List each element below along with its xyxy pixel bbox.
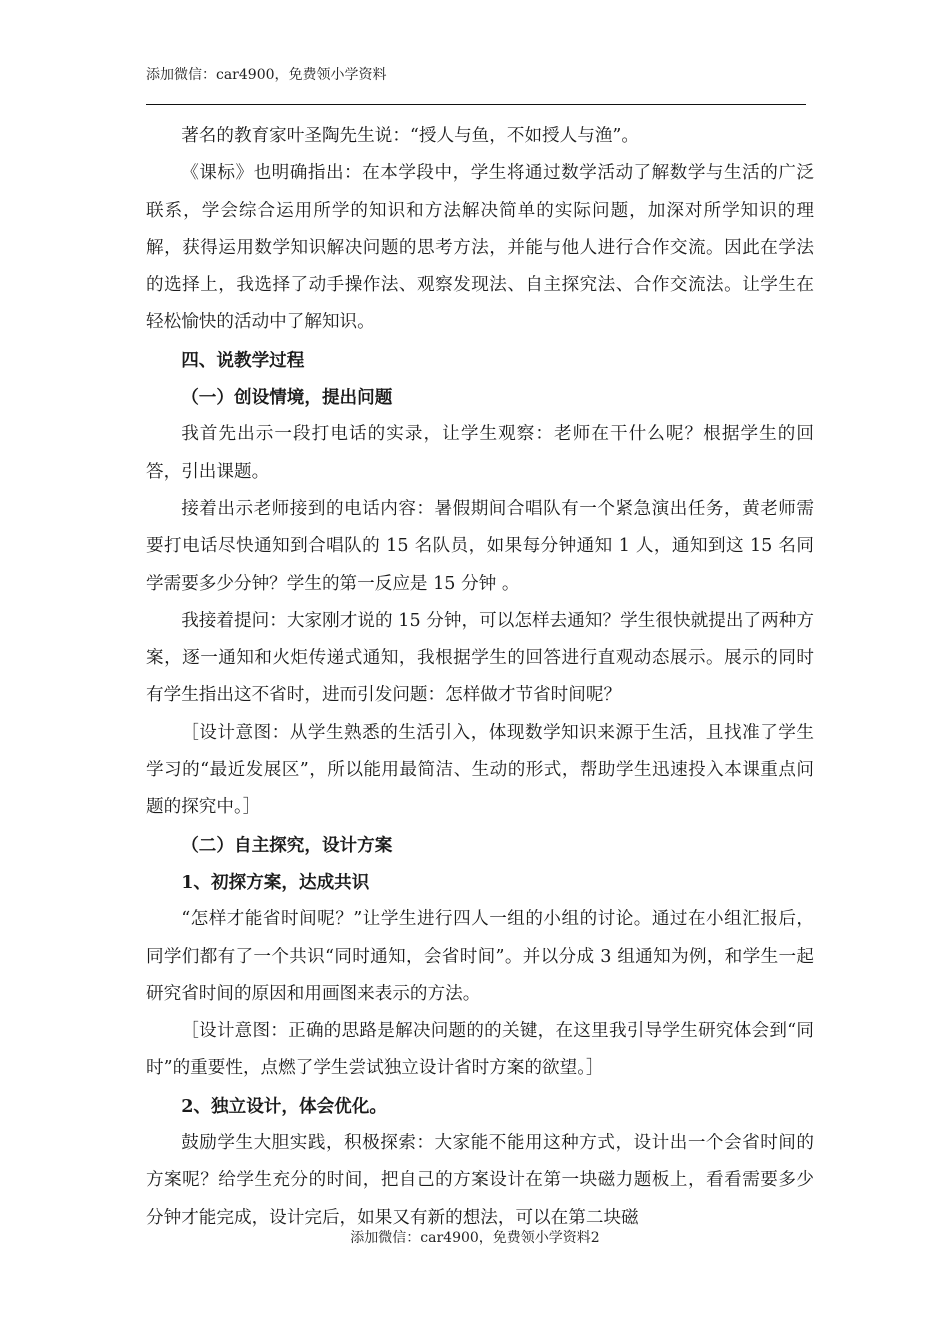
paragraph-phone-content: 接着出示老师接到的电话内容：暑假期间合唱队有一个紧急演出任务，黄老师需要打电话尽快通知到合唱队的 15 名队员，如果每分钟通知 1 人，通知到这 15 名同学需要多少分钟？学生的第一反应是 15 分钟 。	[146, 498, 814, 594]
step-heading-2: 2、独立设计，体会优化。	[181, 1095, 387, 1117]
header-divider	[146, 104, 806, 105]
subsection-heading-2: （二）自主探究，设计方案	[181, 834, 393, 856]
page-footer: 添加微信：car4900，免费领小学资料2	[350, 1230, 600, 1246]
paragraph-quote: 著名的教育家叶圣陶先生说：“授人与鱼，不如授人与渔”。	[181, 126, 640, 146]
document-body	[146, 118, 814, 1237]
subsection-heading-1: （一）创设情境，提出问题	[181, 387, 393, 409]
page-header: 添加微信：car4900，免费领小学资料	[146, 67, 387, 83]
paragraph-independent-design: 鼓励学生大胆实践，积极探索：大家能不能用这种方式，设计出一个会省时间的方案呢？给学生充分的时间，把自己的方案设计在第一块磁力题板上，看看需要多少分钟才能完成，设计完后，如果又有新的想法，可以在第二块磁	[146, 1133, 814, 1228]
paragraph-design-intent-2: ［设计意图：正确的思路是解决问题的的关键，在这里我引导学生研究体会到“同时”的重要性，点燃了学生尝试独立设计省时方案的欲望。］	[146, 1021, 814, 1079]
paragraph-question: 我接着提问：大家刚才说的 15 分钟，可以怎样去通知？学生很快就提出了两种方案，逐一通知和火炬传递式通知，我根据学生的回答进行直观动态展示。展示的同时有学生指出这不省时，进而引发问题：怎样做才节省时间呢？	[146, 610, 814, 706]
paragraph-group-discussion: “怎样才能省时间呢？”让学生进行四人一组的小组的讨论。通过在小组汇报后，同学们都有了一个共识“同时通知，会省时间”。并以分成 3 组通知为例，和学生一起研究省时间的原因和用画图来表示的方法。	[146, 909, 814, 1004]
section-heading-teaching-process: 四、说教学过程	[181, 349, 305, 371]
paragraph-curriculum: 《课标》也明确指出：在本学段中，学生将通过数学活动了解数学与生活的广泛联系，学会综合运用所学的知识和方法解决简单的实际问题，加深对所学知识的理解，获得运用数学知识解决问题的思考方法，并能与他人进行合作交流。因此在学法的选择上，我选择了动手操作法、观察发现法、自主探究法、合作交流法。让学生在轻松愉快的活动中了解知识。	[146, 163, 814, 333]
step-heading-1: 1、初探方案，达成共识	[181, 871, 370, 893]
paragraph-intro-phone: 我首先出示一段打电话的实录，让学生观察：老师在干什么呢？根据学生的回答，引出课题。	[146, 424, 814, 482]
paragraph-design-intent-1: ［设计意图：从学生熟悉的生活引入，体现数学知识来源于生活，且找准了学生学习的“最近发展区”，所以能用最简洁、生动的形式，帮助学生迅速投入本课重点问题的探究中。］	[146, 722, 814, 818]
